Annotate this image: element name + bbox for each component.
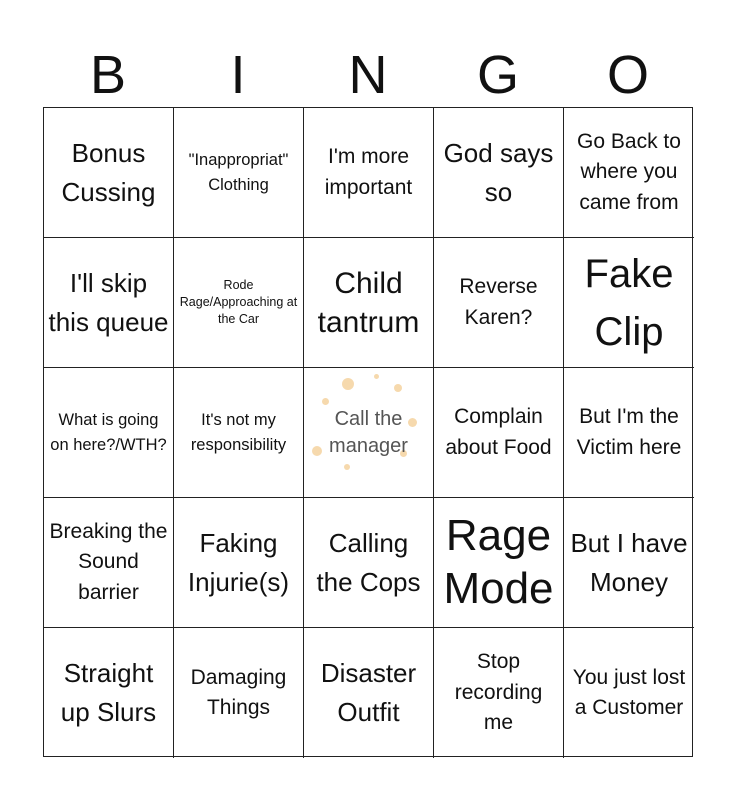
free-space-cell[interactable] (304, 368, 434, 498)
bingo-cell[interactable] (564, 368, 694, 498)
cell-text: Child tantrum (317, 266, 420, 339)
bingo-cell[interactable] (44, 368, 174, 498)
cell-text: Go Back to where you came from (577, 129, 681, 214)
bingo-cell[interactable] (564, 498, 694, 628)
bingo-cell[interactable] (434, 108, 564, 238)
bingo-cell[interactable] (304, 628, 434, 758)
cell-text: Damaging Things (190, 665, 287, 719)
cell-text: "Inappropriat" Clothing (188, 150, 289, 194)
cell-text: What is going on here?/WTH? (50, 410, 167, 454)
bingo-cell[interactable] (564, 628, 694, 758)
cell-text: Fake Clip (584, 251, 674, 354)
decoration-dot (322, 398, 329, 405)
bingo-cell[interactable] (44, 628, 174, 758)
bingo-cell[interactable] (304, 108, 434, 238)
cell-text: Complain about Food (445, 405, 552, 459)
header-letter-b: B (89, 45, 127, 105)
bingo-cell[interactable] (44, 498, 174, 628)
cell-text: Disaster Outfit (320, 658, 417, 727)
bingo-cell[interactable] (44, 108, 174, 238)
header-letter-g: G (476, 45, 519, 105)
cell-text: Faking Injurie(s) (187, 527, 290, 597)
cell-text: Reverse Karen? (459, 275, 538, 329)
bingo-cell[interactable] (304, 498, 434, 628)
bingo-cell[interactable] (434, 238, 564, 368)
cell-text: Calling the Cops (316, 527, 421, 597)
cell-text: But I have Money (570, 527, 688, 597)
bingo-cell[interactable] (174, 238, 304, 368)
cell-text: Breaking the Sound barrier (49, 519, 168, 604)
bingo-cell[interactable] (434, 498, 564, 628)
cell-text: I'm more important (324, 145, 413, 199)
cell-text: It's not my responsibility (190, 410, 287, 454)
bingo-cell[interactable] (174, 498, 304, 628)
bingo-cell[interactable] (564, 108, 694, 238)
header-letter-i: I (230, 45, 246, 105)
bingo-cell[interactable] (434, 628, 564, 758)
decoration-dot (374, 374, 379, 379)
cell-text: Rage Mode (443, 510, 554, 613)
cell-text: Straight up Slurs (60, 658, 157, 727)
cell-text: God says so (443, 137, 554, 207)
bingo-cell[interactable] (434, 368, 564, 498)
bingo-cell[interactable] (174, 368, 304, 498)
bingo-card (43, 107, 693, 757)
cell-text: I'll skip this queue (48, 267, 169, 337)
bingo-header (43, 40, 693, 110)
cell-text: You just lost a Customer (572, 665, 686, 719)
decoration-dot (344, 464, 350, 470)
decoration-dot (394, 384, 402, 392)
bingo-cell[interactable] (304, 238, 434, 368)
bingo-cell[interactable] (44, 238, 174, 368)
cell-text: Bonus Cussing (61, 137, 156, 207)
cell-text: But I'm the Victim here (576, 405, 682, 459)
cell-text: Call the manager (329, 407, 408, 457)
header-letter-n: N (348, 45, 388, 105)
bingo-cell[interactable] (564, 238, 694, 368)
bingo-cell[interactable] (174, 108, 304, 238)
decoration-dot (342, 378, 354, 390)
cell-text: Rode Rage/Approaching at the Car (179, 278, 298, 326)
bingo-cell[interactable] (174, 628, 304, 758)
cell-text: Stop recording me (454, 650, 543, 735)
header-letter-o: O (606, 45, 649, 105)
